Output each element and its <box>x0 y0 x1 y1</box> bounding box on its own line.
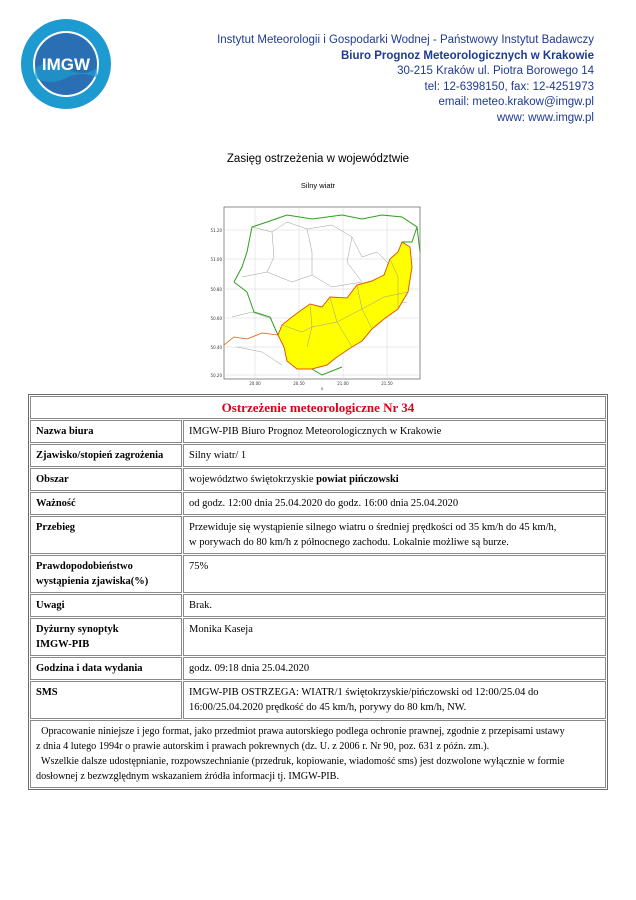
phone-fax: tel: 12-6398150, fax: 12-4251973 <box>424 80 594 93</box>
y-tick-label: 50.20 <box>210 373 222 378</box>
area-voivodeship: województwo świętokrzyskie <box>189 474 317 485</box>
row-label: Ważność <box>30 492 182 515</box>
map-title: Zasięg ostrzeżenia w województwie <box>226 153 410 165</box>
x-tick-label: 20.50 <box>293 381 305 386</box>
row-label <box>30 618 182 656</box>
x-tick-label: 20.00 <box>249 381 261 386</box>
y-tick-label: 50.80 <box>210 287 222 292</box>
forecaster-label-line: Dyżurny synoptyk <box>36 624 119 635</box>
table-row <box>30 444 606 467</box>
row-value <box>183 516 606 554</box>
y-tick-label: 51.20 <box>210 228 222 233</box>
course-line: Przewiduje się wystąpienie silnego wiatru o średniej prędkości od 35 km/h do 45 km/h, <box>189 522 557 533</box>
row-label: Zjawisko/stopień zagrożenia <box>30 444 182 467</box>
table-row <box>30 594 606 617</box>
row-label: Przebieg <box>30 516 182 554</box>
y-tick-label: 50.40 <box>210 345 222 350</box>
row-label: Nazwa biura <box>30 420 182 443</box>
table-row <box>30 468 606 491</box>
row-value: 75% <box>183 555 606 593</box>
sms-line: IMGW-PIB OSTRZEGA: WIATR/1 świętokrzyskie/pińczowski od 12:00/25.04 do <box>189 687 539 698</box>
x-axis-label: x <box>320 386 324 391</box>
area-district: powiat pińczowski <box>316 474 399 485</box>
table-row <box>30 681 606 719</box>
institute-header <box>217 33 594 127</box>
row-label: SMS <box>30 681 182 719</box>
copyright-line: dosłownej z bezwzględnym wskazaniem źródła informacji tj. IMGW-PIB. <box>36 771 339 782</box>
row-value: od godz. 12:00 dnia 25.04.2020 do godz. 16:00 dnia 25.04.2020 <box>183 492 606 515</box>
table-row <box>30 555 606 593</box>
table-row <box>30 618 606 656</box>
x-tick-label: 21.00 <box>337 381 349 386</box>
row-label: Godzina i data wydania <box>30 657 182 680</box>
table-row <box>30 657 606 680</box>
y-tick-label: 50.60 <box>210 316 222 321</box>
forecaster-label-line: IMGW-PIB <box>36 639 90 650</box>
warning-map <box>212 197 430 391</box>
y-tick-label: 51.00 <box>210 257 222 262</box>
table-row <box>30 720 606 788</box>
warning-title: Ostrzeżenie meteorologiczne Nr 34 <box>30 396 606 419</box>
row-value <box>183 468 606 491</box>
row-value: godz. 09:18 dnia 25.04.2020 <box>183 657 606 680</box>
copyright-line: Wszelkie dalsze udostępnianie, rozpowszechnianie (przedruk, kopiowanie, wiadomość sms) jest dozwolone wyłącznie w formie <box>36 756 565 767</box>
logo-text: IMGW <box>41 55 91 74</box>
row-value <box>183 681 606 719</box>
copyright-notice <box>30 720 606 788</box>
course-line: w porywach do 80 km/h z północnego zachodu. Lokalnie możliwe są burze. <box>189 537 509 548</box>
row-label: Uwagi <box>30 594 182 617</box>
row-value: Monika Kaseja <box>183 618 606 656</box>
address: 30-215 Kraków ul. Piotra Borowego 14 <box>397 65 594 78</box>
warning-table <box>28 394 608 790</box>
table-row <box>30 492 606 515</box>
x-tick-label: 21.50 <box>381 381 393 386</box>
email[interactable]: email: meteo.krakow@imgw.pl <box>438 96 594 109</box>
table-row <box>30 516 606 554</box>
map-subtitle: Silny wiatr <box>300 181 336 190</box>
table-row <box>30 420 606 443</box>
row-label <box>30 555 182 593</box>
row-value: Silny wiatr/ 1 <box>183 444 606 467</box>
row-value: Brak. <box>183 594 606 617</box>
probability-label-line: Prawdopodobieństwo <box>36 561 133 572</box>
copyright-line: Opracowanie niniejsze i jego format, jako przedmiot prawa autorskiego podlega ochronie prawnej, zgodnie z przepisami ustawy <box>36 726 565 737</box>
institute-name: Instytut Meteorologii i Gospodarki Wodnej - Państwowy Instytut Badawczy <box>217 34 594 46</box>
probability-label-line: wystąpienia zjawiska(%) <box>36 576 149 587</box>
website[interactable]: www: www.imgw.pl <box>496 111 594 124</box>
sms-line: 16:00/25.04.2020 prędkość do 45 km/h, porywy do 80 km/h, NW. <box>189 702 467 713</box>
row-value: IMGW-PIB Biuro Prognoz Meteorologicznych w Krakowie <box>183 420 606 443</box>
imgw-logo <box>20 18 112 110</box>
bureau-name: Biuro Prognoz Meteorologicznych w Krakowie <box>340 49 594 62</box>
row-label: Obszar <box>30 468 182 491</box>
copyright-line: z dnia 4 lutego 1994r o prawie autorskim i prawach pokrewnych (dz. U. z 2006 r. Nr 90, poz. 631 z późn. zm.). <box>36 741 490 752</box>
